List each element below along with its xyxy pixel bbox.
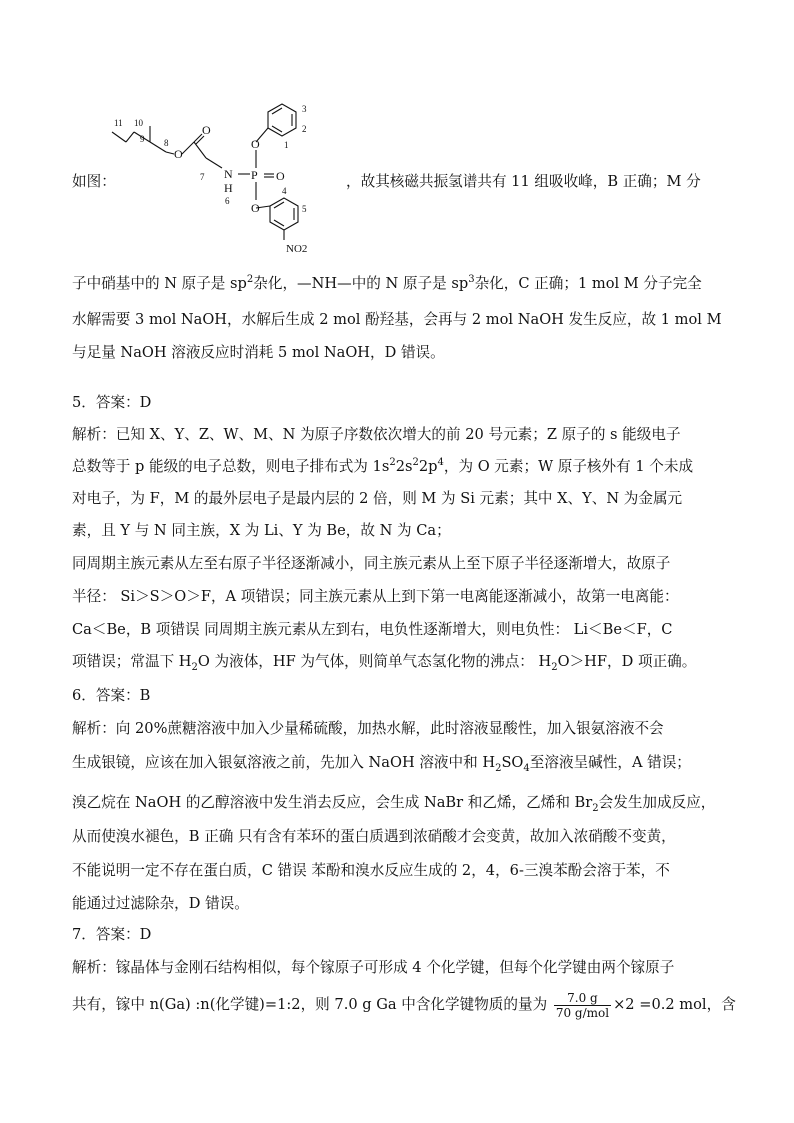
- text-run: 5．答案：D: [72, 394, 152, 411]
- q7-line-1: [72, 958, 722, 978]
- superscript: 2: [412, 457, 419, 469]
- text-run: 水解需要 3 mol NaOH，水解后生成 2 mol 酚羟基，会再与 2 mol NaOH 发生反应，故 1 mol M: [72, 311, 722, 328]
- text-run: O＞HF，D 项正确。: [557, 653, 697, 670]
- subscript: 2: [592, 802, 599, 814]
- subscript: 2: [551, 661, 558, 673]
- atom-label: 8: [164, 138, 169, 148]
- q7-answer: [72, 925, 722, 945]
- intro-line-3: [72, 310, 722, 330]
- text-run: Ca＜Be，B 项错误 同周期主族元素从左到右，电负性逐渐增大，则电负性： Li＜Be＜F，C: [72, 621, 673, 638]
- q5-line-6: [72, 587, 722, 607]
- atom-label: O: [251, 137, 260, 151]
- text-run: 至溶液呈碱性，A 错误；: [529, 754, 691, 771]
- q7-line-2: [72, 988, 736, 1022]
- atom-label: P: [251, 168, 258, 182]
- text-run: 项错误；常温下 H: [72, 653, 192, 670]
- text-run: 6．答案：B: [72, 687, 151, 704]
- atom-label: O: [276, 169, 285, 183]
- atom-label: 6: [225, 196, 230, 206]
- text-run: 杂化，—NH—中的 N 原子是 sp: [253, 275, 469, 292]
- q6-line-5: [72, 861, 722, 881]
- text-run: 子中硝基中的 N 原子是 sp: [72, 275, 247, 292]
- text-run: 溴乙烷在 NaOH 的乙醇溶液中发生消去反应，会生成 NaBr 和乙烯，乙烯和 Br: [72, 794, 593, 811]
- subscript: 4: [523, 762, 530, 774]
- atom-label: 4: [282, 186, 287, 196]
- atom-label: 11: [114, 118, 123, 128]
- text-run: 从而使溴水褪色，B 正确 只有含有苯环的蛋白质遇到浓硝酸才会变黄，故加入浓硝酸不变黄，: [72, 828, 676, 845]
- text-run: 2p: [418, 458, 438, 475]
- q5-answer: [72, 393, 722, 413]
- atom-label: 10: [134, 118, 143, 128]
- q5-line-4: [72, 521, 722, 541]
- intro-lead: 如图：: [72, 173, 116, 190]
- text-run: 7．答案：D: [72, 926, 152, 943]
- intro-line-4: [72, 343, 722, 363]
- text-run: 与足量 NaOH 溶液反应时消耗 5 mol NaOH，D 错误。: [72, 344, 445, 361]
- q5-line-5: [72, 554, 722, 574]
- fraction-denominator: 70 g/mol: [555, 1005, 610, 1020]
- text-run: 共有，镓中 n(Ga) :n(化学键)=1:2，则 7.0 g Ga 中含化学键物质的量为: [72, 996, 548, 1013]
- subscript: 2: [191, 661, 198, 673]
- text-run: 同周期主族元素从左至右原子半径逐渐减小，同主族元素从上至下原子半径逐渐增大，故原子: [72, 555, 671, 572]
- text-run: SO: [501, 754, 524, 771]
- atom-label: O: [174, 147, 183, 161]
- atom-label: 5: [302, 204, 307, 214]
- text-run: 对电子，为 F，M 的最外层电子是最内层的 2 倍，则 M 为 Si 元素；其中 X、Y、N 为金属元: [72, 490, 683, 507]
- atom-label: 2: [302, 124, 307, 134]
- text-run: 半径： Si＞S＞O＞F，A 项错误；同主族元素从上到下第一电离能逐渐减小，故第一电离能：: [72, 588, 679, 605]
- q5-line-8: [72, 652, 722, 672]
- text-run: 生成银镜，应该在加入银氨溶液之前，先加入 NaOH 溶液中和 H: [72, 754, 496, 771]
- atom-label: NO2: [286, 243, 308, 255]
- intro-line-2: [72, 274, 722, 294]
- q5-line-1: [72, 425, 722, 445]
- molecule-structure-figure: [106, 96, 346, 266]
- superscript: 4: [437, 457, 444, 469]
- intro-after-figure: [346, 172, 726, 192]
- atom-label: 1: [284, 140, 289, 150]
- q5-line-3: [72, 489, 722, 509]
- superscript: 3: [468, 274, 475, 286]
- atom-label: 3: [302, 104, 307, 114]
- q6-line-3: [72, 793, 722, 813]
- text-run: 解析：已知 X、Y、Z、W、M、N 为原子序数依次增大的前 20 号元素；Z 原子的 s 能级电子: [72, 426, 681, 443]
- text-run: 素，且 Y 与 N 同主族，X 为 Li、Y 为 Be，故 N 为 Ca；: [72, 522, 451, 539]
- q6-line-6: [72, 894, 722, 914]
- text-run: 2s: [395, 458, 413, 475]
- text-run: 总数等于 p 能级的电子总数，则电子排布式为 1s: [72, 458, 390, 475]
- atom-label: H: [224, 181, 233, 195]
- text-run: 解析：向 20%蔗糖溶液中加入少量稀硫酸，加热水解，此时溶液显酸性，加入银氨溶液不会: [72, 720, 664, 737]
- atom-label: O: [202, 123, 211, 137]
- q6-line-4: [72, 827, 722, 847]
- q6-answer: [72, 686, 722, 706]
- text-run: 解析：镓晶体与金刚石结构相似，每个镓原子可形成 4 个化学键，但每个化学键由两个镓原子: [72, 959, 675, 976]
- text-run: O 为液体，HF 为气体，则简单气态氢化物的沸点： H: [197, 653, 552, 670]
- q6-line-1: [72, 719, 722, 739]
- text-run: ×2 =0.2 mol，含: [613, 996, 736, 1013]
- text-run: 不能说明一定不存在蛋白质，C 错误 苯酚和溴水反应生成的 2，4，6-三溴苯酚会溶于苯，不: [72, 862, 670, 879]
- subscript: 2: [495, 762, 502, 774]
- text-run: 能通过过滤除杂，D 错误。: [72, 895, 249, 912]
- atom-label: N: [224, 167, 233, 181]
- q5-line-2: [72, 457, 722, 477]
- superscript: 2: [389, 457, 396, 469]
- text-run: 杂化，C 正确；1 mol M 分子完全: [474, 275, 702, 292]
- atom-label: 9: [140, 134, 145, 144]
- q5-line-7: [72, 620, 722, 640]
- superscript: 2: [246, 274, 254, 286]
- atom-label: 7: [200, 172, 205, 182]
- q6-line-2: [72, 753, 722, 773]
- atom-label: O: [251, 201, 260, 215]
- fraction-numerator: 7.0 g: [554, 991, 611, 1006]
- text-run: 会发生加成反应，: [598, 794, 716, 811]
- intro-after-figure-text: ，故其核磁共振氢谱共有 11 组吸收峰，B 正确；M 分: [346, 173, 701, 190]
- molecule-svg: [106, 96, 346, 266]
- text-run: ，为 O 元素；W 原子核外有 1 个未成: [443, 458, 694, 475]
- fraction: [554, 991, 611, 1020]
